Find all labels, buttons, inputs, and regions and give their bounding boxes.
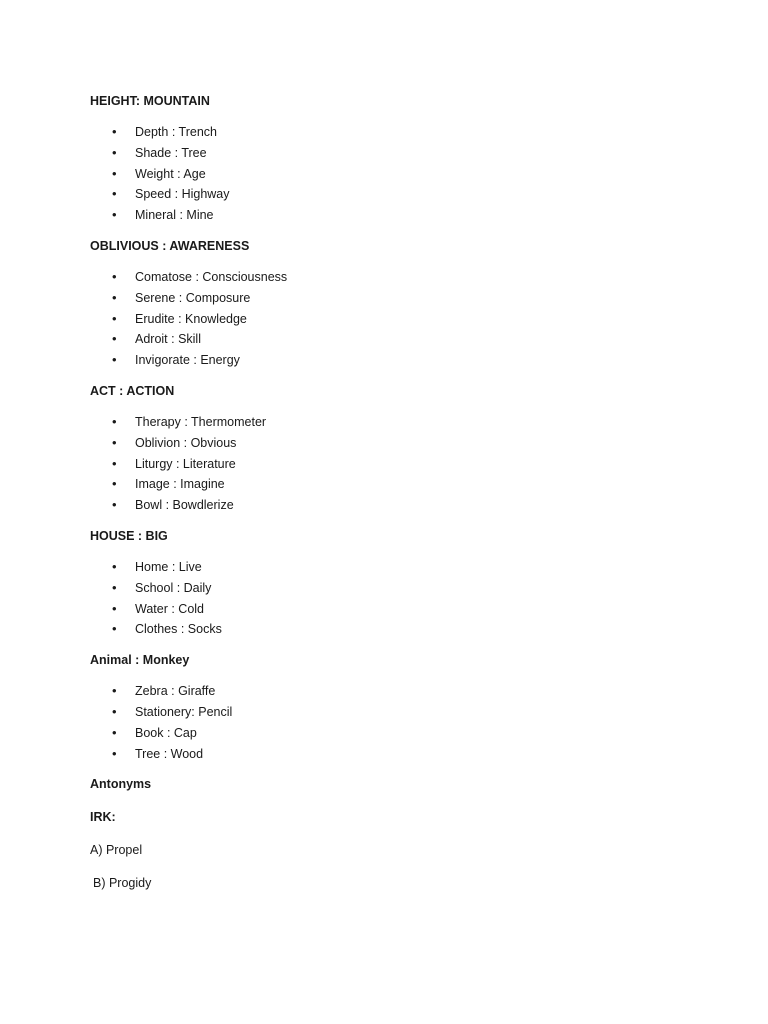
list-item-text: Clothes : Socks	[135, 622, 222, 637]
list-item-text: Liturgy : Literature	[135, 456, 236, 471]
list-item	[90, 122, 690, 143]
document-page	[90, 92, 690, 907]
list-item	[90, 681, 690, 702]
list-item	[90, 350, 690, 371]
list-item	[90, 267, 690, 288]
list-item	[90, 619, 690, 640]
list-item	[90, 433, 690, 454]
list-item-text: Weight : Age	[135, 166, 206, 181]
list-item-text: Speed : Highway	[135, 187, 230, 202]
bullet-icon: •	[112, 621, 117, 637]
section-heading: OBLIVIOUS : AWARENESS	[90, 238, 250, 253]
bullet-icon: •	[112, 289, 117, 305]
bullet-icon: •	[112, 579, 117, 595]
option-list	[90, 122, 690, 226]
list-item-text: Home : Live	[135, 559, 202, 574]
list-item	[90, 288, 690, 309]
bullet-icon: •	[112, 703, 117, 719]
bullet-icon: •	[112, 331, 117, 347]
list-item	[90, 495, 690, 516]
bullet-icon: •	[112, 165, 117, 181]
bullet-icon: •	[112, 745, 117, 761]
bullet-icon: •	[112, 124, 117, 139]
section-heading: HEIGHT: MOUNTAIN	[90, 94, 210, 108]
bullet-icon: •	[112, 724, 117, 740]
list-item	[90, 164, 690, 185]
question-word: IRK:	[90, 810, 116, 825]
bullet-icon: •	[112, 455, 117, 471]
bullet-icon: •	[112, 476, 117, 492]
list-item	[90, 184, 690, 205]
list-item-text: Adroit : Skill	[135, 332, 201, 347]
section-heading: Animal : Monkey	[90, 653, 190, 668]
option-list	[90, 681, 690, 764]
antonyms-heading: Antonyms	[90, 777, 152, 792]
list-item-text: Depth : Trench	[135, 125, 217, 139]
bullet-icon: •	[112, 352, 117, 368]
list-item-text: Invigorate : Energy	[135, 353, 240, 368]
list-item-text: Erudite : Knowledge	[135, 311, 247, 326]
list-item	[90, 744, 690, 765]
list-item	[90, 474, 690, 495]
list-item	[90, 309, 690, 330]
bullet-icon: •	[112, 600, 117, 616]
list-item	[90, 599, 690, 620]
list-item-text: Serene : Composure	[135, 290, 251, 305]
list-item	[90, 578, 690, 599]
section-heading: ACT : ACTION	[90, 383, 175, 398]
bullet-icon: •	[112, 434, 117, 450]
list-item-text: Therapy : Thermometer	[135, 414, 267, 429]
list-item-text: Mineral : Mine	[135, 208, 214, 223]
list-item-text: Shade : Tree	[135, 145, 207, 160]
list-item-text: Tree : Wood	[135, 746, 204, 761]
list-item-text: School : Daily	[135, 580, 212, 595]
bullet-icon: •	[112, 268, 117, 284]
list-item-text: Comatose : Consciousness	[135, 269, 288, 284]
bullet-icon: •	[112, 683, 117, 699]
list-item	[90, 454, 690, 475]
option-list	[90, 412, 690, 516]
list-item-text: Book : Cap	[135, 725, 197, 740]
option-list	[90, 557, 690, 640]
bullet-icon: •	[112, 207, 117, 223]
list-item	[90, 143, 690, 164]
section-heading: HOUSE : BIG	[90, 528, 168, 543]
list-item-text: Stationery: Pencil	[135, 704, 233, 719]
list-item	[90, 723, 690, 744]
list-item	[90, 205, 690, 226]
list-item-text: Image : Imagine	[135, 477, 225, 492]
bullet-icon: •	[112, 558, 117, 574]
list-item	[90, 329, 690, 350]
option-list	[90, 267, 690, 371]
list-item	[90, 557, 690, 578]
bullet-icon: •	[112, 310, 117, 326]
answer-option-a: A) Propel	[90, 843, 143, 858]
list-item-text: Water : Cold	[135, 601, 205, 616]
list-item	[90, 412, 690, 433]
bullet-icon: •	[112, 497, 117, 513]
bullet-icon: •	[112, 186, 117, 202]
list-item	[90, 702, 690, 723]
bullet-icon: •	[112, 413, 117, 429]
list-item-text: Bowl : Bowdlerize	[135, 498, 234, 513]
answer-option-b: B) Progidy	[93, 876, 152, 891]
bullet-icon: •	[112, 144, 117, 160]
list-item-text: Zebra : Giraffe	[135, 684, 216, 699]
list-item-text: Oblivion : Obvious	[135, 435, 237, 450]
